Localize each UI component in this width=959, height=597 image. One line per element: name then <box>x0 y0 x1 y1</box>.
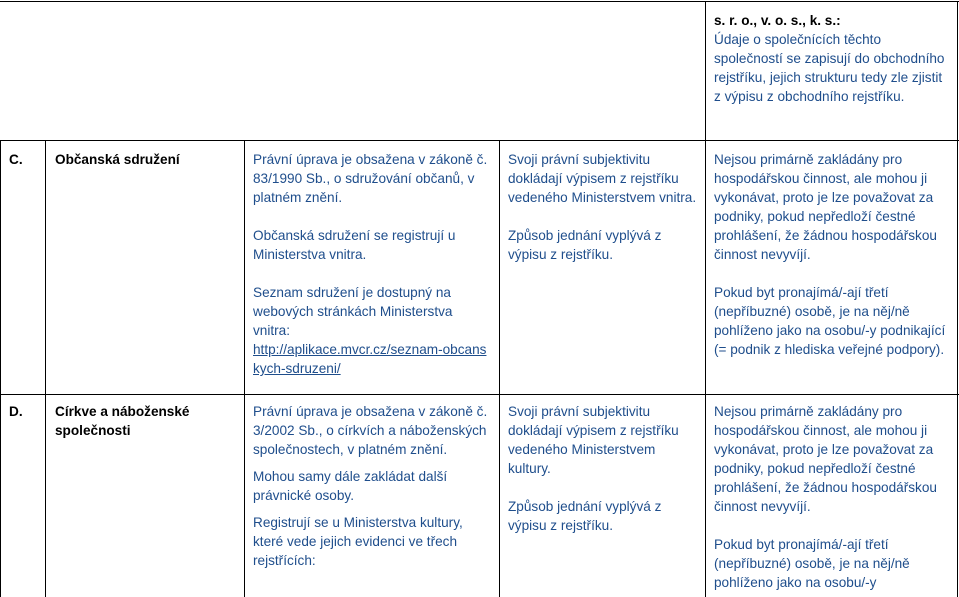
row-c-aid-cell <box>714 150 954 359</box>
row-c-registry-link[interactable]: http://aplikace.mvcr.cz/seznam-obcanskych-sdruzeni/ <box>253 342 487 376</box>
row-d-name: Církve a náboženské společnosti <box>55 404 190 438</box>
col-divider-2 <box>45 140 46 597</box>
row-c-rental-text: Pokud byt pronajímá/-ají třetí (nepříbuzné) osobě, je na něj/ně pohlíženo jako na osobu/-y podnikající (= podnik z hlediska veřejné podpory). <box>714 285 946 357</box>
row-d-registration-text: Registrují se u Ministerstva kultury, které vede jejich evidenci ve třech rejstřících: <box>253 515 463 568</box>
row-c-subjectivity-cell <box>508 150 700 264</box>
row-c-registration-text: Občanská sdružení se registrují u Ministerstva vnitra. <box>253 228 456 262</box>
row-d-aid-text: Nejsou primárně zakládány pro hospodářskou činnost, ale mohou ji vykonávat, proto je lze považovat za podniky, pokud nepředloží čestné prohlášení, že žádnou hospodářskou činnost nevyvíjí. <box>714 404 937 514</box>
row-c-aid-text: Nejsou primárně zakládány pro hospodářskou činnost, ale mohou ji vykonávat, proto je lze považovat za podniky, pokud nepředloží čestné prohlášení, že žádnou hospodářskou činnost nevyvíjí. <box>714 152 937 262</box>
row-c-list-text: Seznam sdružení je dostupný na webových stránkách Ministerstva vnitra: <box>253 285 453 338</box>
row-d-letter: D. <box>9 404 23 419</box>
row-c-subjectivity-text: Svoji právní subjektivitu dokládají výpisem z rejstříku vedeného Ministerstvem vnitra. <box>508 152 697 205</box>
col-divider-4 <box>499 140 500 597</box>
top-cell-heading: s. r. o., v. o. s., k. s.: <box>714 13 841 28</box>
table-border-top <box>0 1 959 2</box>
row-d-legal-cell <box>253 402 493 570</box>
col-divider-5 <box>705 1 706 597</box>
top-cell <box>714 11 950 106</box>
row-c-name: Občanská sdružení <box>55 152 180 167</box>
row-c-letter: C. <box>9 152 23 167</box>
row-c-legal-text: Právní úprava je obsažena v zákoně č. 83/1990 Sb., o sdružování občanů, v platném znění. <box>253 152 488 205</box>
col-divider-6 <box>957 1 958 597</box>
row-divider-d <box>0 394 959 395</box>
row-d-subjectivity-cell <box>508 402 700 535</box>
row-d-subjectivity-text: Svoji právní subjektivitu dokládají výpisem z rejstříku vedeného Ministerstvem kultury. <box>508 404 679 476</box>
col-divider-1 <box>0 140 1 597</box>
row-d-founding-text: Mohou samy dále zakládat další právnické osoby. <box>253 469 448 503</box>
row-d-conduct-text: Způsob jednání vyplývá z výpisu z rejstříku. <box>508 499 662 533</box>
row-c-conduct-text: Způsob jednání vyplývá z výpisu z rejstříku. <box>508 228 662 262</box>
top-cell-text: Údaje o společnících těchto společností se zapisují do obchodního rejstříku, jejich strukturu tedy zle zjistit z výpisu z obchodního rejstříku. <box>714 32 945 104</box>
row-d-legal-text: Právní úprava je obsažena v zákoně č. 3/2002 Sb., o církvích a náboženských společnostech, v platném znění. <box>253 404 488 457</box>
col-divider-3 <box>244 140 245 597</box>
row-c-legal-cell <box>253 150 493 378</box>
row-d-rental-text: Pokud byt pronajímá/-ají třetí (nepříbuzné) osobě, je na něj/ně pohlíženo jako na osobu/-y <box>714 537 910 590</box>
row-divider-c <box>0 140 959 141</box>
row-d-aid-cell <box>714 402 954 592</box>
